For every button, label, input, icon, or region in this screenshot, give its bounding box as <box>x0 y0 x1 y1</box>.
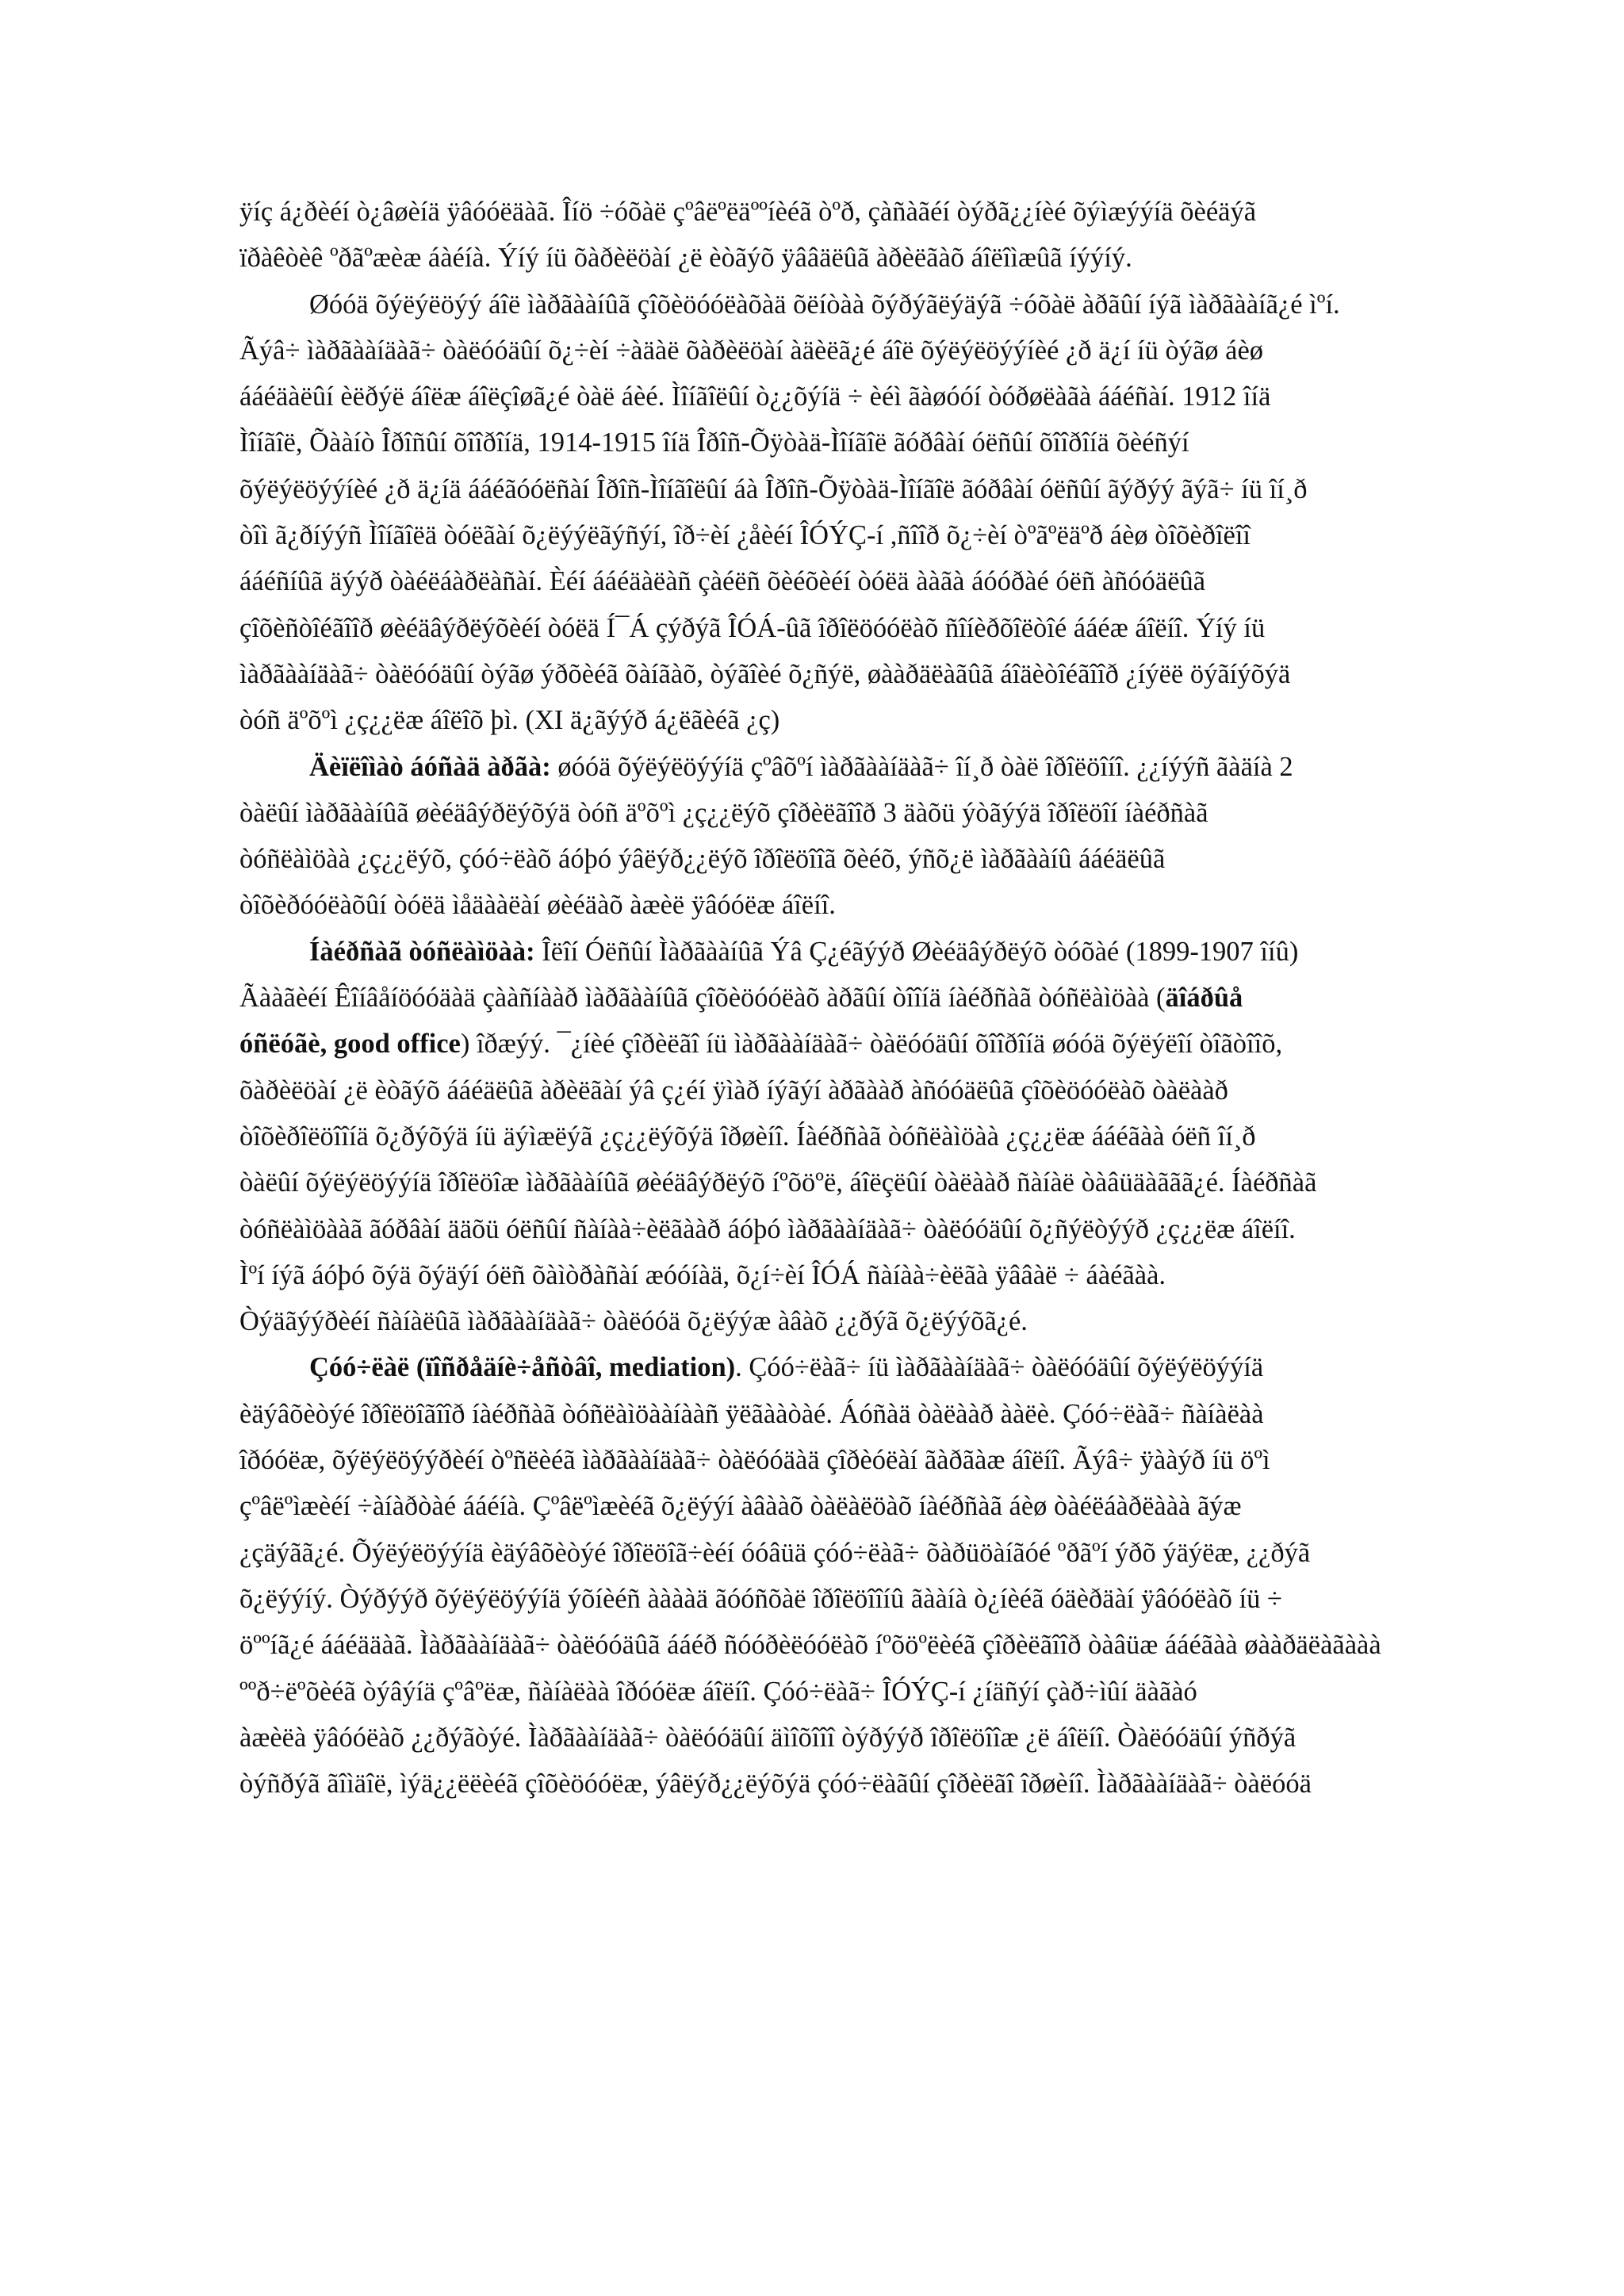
paragraph-5-heading: Çóó÷ëàë (ïîñðåäíè÷åñòâî, mediation) <box>309 1352 736 1383</box>
paragraph-3-text: øóóä õýëýëöýýíä çºâõºí ìàðãààíäàã÷ îí¸ð òàë îðîëöîíî. ¿¿íýýñ ãàäíà 2 òàëûí ìàðãààíûã øèéäâýðëýõýä òóñ äºõºì ¿ç¿¿ëýõ çîðèëãîîð 3 äàõü ýòãýýä îðîëöîí íàéðñàã òóñëàìöàà ¿ç¿¿ëýõ, çóó÷ëàõ áóþó ýâëýð¿¿ëýõ îðîëöîîã õèéõ, ýñõ¿ë ìàðãààíû ááéäëûã òîõèðóóëàõûí òóëä ìåäààëàí øèéäàõ àæèë ÿâóóëæ áîëíî. <box>239 751 1293 921</box>
paragraph-4-text-b: ) îðæýý. ¯¿íèé çîðèëãî íü ìàðãààíäàã÷ òàëóóäûí õîîðîíä øóóä õýëýëîí òîãòîîõ, õàðèëöàí ¿ë èòãýõ ááéäëûã àðèëãàí ýâ ç¿éí ÿìàð íýãýí àðãààð àñóóäëûã çîõèöóóëàõ òàëààð òîõèðîëöîîíä õ¿ðýõýä íü äýìæëýã ¿ç¿¿ëýõýä îðøèíî. Íàéðñàã òóñëàìöàà ¿ç¿¿ëæ ááéãàà óëñ îí¸ð òàëûí õýëýëöýýíä îðîëöîæ ìàðãààíûã øèéäâýðëýõ íºõöºë, áîëçëûí òàëààð ñàíàë òàâüäàããã¿é. Íàéðñàã òóñëàìöààã ãóðâàí ääõü óëñûí ñàíàà÷èëãààð áóþó ìàðãààíäàã÷ òàëóóäûí õ¿ñýëòýýð ¿ç¿¿ëæ áîëíî. Ìºí íýã áóþó õýä õýäýí óëñ õàìòðàñàí æóóíàä, õ¿í÷èí ÎÓÁ ñàíàà÷èëãà ÿââàë ÷ áàéãàà. Òýäãýýðèéí ñàíàëûã ìàðãààíäàã÷ òàëóóä õ¿ëýýæ àâàõ ¿¿ðýã õ¿ëýýõã¿é. <box>239 1029 1317 1337</box>
paragraph-2 <box>239 282 1451 744</box>
paragraph-2-text: Øóóä õýëýëöýý áîë ìàðãààíûã çîõèöóóëàõàä õëíòàà õýðýãëýäýã ÷óõàë àðãûí íýã ìàðãààíã¿é ìºí. Ãýâ÷ ìàðãààíäàã÷ òàëóóäûí õ¿÷èí ÷àäàë õàðèëöàí àäèëã¿é áîë õýëýëöýýíèé ¿ð ä¿í íü òýãø áèø ááéäàëûí èëðýë áîëæ áîëçîøã¿é òàë áèé. Ìîíãîëûí ò¿¿õýíä ÷ èéì ãàøóóí òóðøëàãà ááéñàí. 1912 îíä Ìîíãîë, Õààíò Îðîñûí õîîðîíä, 1914-1915 îíä Îðîñ-Õÿòàä-Ìîíãîë ãóðâàí óëñûí õîîðîíä õèéñýí õýëýëöýýíèé ¿ð ä¿íä ááéãóóëñàí Îðîñ-Ìîíãîëûí áà Îðîñ-Õÿòàä-Ìîíãîë ãóðâàí óëñûí ãýðýý ãýã÷ íü îí¸ð òîì ã¿ðíýýñ Ìîíãîëä òóëãàí õ¿ëýýëãýñýí, îð÷èí ¿åèéí ÎÓÝÇ-í ,ñîîð õ¿÷èí òºãºëäºð áèø òîõèðîëîî ááéñíûã äýýð òàéëáàðëàñàí. Èéí ááéäàëàñ çàéëñ õèéõèéí òóëä ààãà áóóðàé óëñ àñóóäëûã çîõèñòîéãîîð øèéäâýðëýõèéí òóëä Í¯Á çýðýã ÎÓÁ-ûã îðîëöóóëàõ ñîíèðõîëòîé ááéæ áîëíî. Ýíý íü ìàðãààíäàã÷ òàëóóäûí òýãø ýðõèéã õàíãàõ, òýãîèé õ¿ñýë, øààðäëàãûã áîäèòîéãîîð ¿íýëë öýãíýõýä òóñ äºõºì ¿ç¿¿ëæ áîëîõ þì. (XI ä¿ãýýð á¿ëãèéã ¿ç) <box>239 289 1340 736</box>
paragraph-4-text-a: Îëîí Óëñûí Ìàðãààíûã Ýâ Ç¿éãýýð Øèéäâýðëýõ òóõàé (1899-1907 îíû) Ãààãèéí Êîíâåíöóóäàä çààñíààð ìàðãààíûã çîõèöóóëàõ àðãûí òîîíä íàéðñàã òóñëàìöàà ( <box>239 936 1299 1014</box>
paragraph-4 <box>239 929 1451 1345</box>
paragraph-4-bold-term: äîáðûå óñëóãè, good office <box>239 983 1243 1060</box>
paragraph-4-heading: Íàéðñàã òóñëàìöàà: <box>309 936 535 967</box>
paragraph-1 <box>239 189 1451 282</box>
paragraph-3 <box>239 744 1451 929</box>
document-page <box>239 189 1451 1807</box>
paragraph-3-heading: Äèïëîìàò áóñàä àðãà: <box>309 751 551 782</box>
paragraph-5-text: . Çóó÷ëàã÷ íü ìàðãààíäàã÷ òàëóóäûí õýëýëöýýíä èäýâõèòýé îðîëöîãîîð íàéðñàã òóñëàìöààíààñ ÿëãààòàé. Áóñàä òàëààð ààëè. Çóó÷ëàã÷ ñàíàëàà îðóóëæ, õýëýëöýýðèéí òºñëèéã ìàðãààíäàã÷ òàëóóäàä çîðèóëàí ãàðãàæ áîëíî. Ãýâ÷ ÿààýð íü öºì çºâëºìæèéí ÷àíàðòàé ááéíà. Çºâëºìæèéã õ¿ëýýí àâààõ òàëàëöàõ íàéðñàã áèø òàéëáàðëààà ãýæ ¿çäýãã¿é. Õýëýëöýýíä èäýâõèòýé îðîëöîã÷èéí óóâüä çóó÷ëàã÷ õàðüöàíãóé ºðãºí ýðõ ýäýëæ, ¿¿ðýã õ¿ëýýíý. Òýðýýð õýëýëöýýíä ýõíèéñ ààààä ãóóñõàë îðîëöîîíû ãààíà ò¿íèéã óäèðäàí ÿâóóëàõ íü ÷ öººíã¿é ááéääàã. Ìàðãààíäàã÷ òàëóóäûã ááéð ñóóðèëóóëàõ íºõöºëèéã çîðèëãîîð òàâüæ ááéãàà øààðäëàãààà ººð÷ëºõèéã òýâýíä çºâºëæ, ñàíàëàà îðóóëæ áîëíî. Çóó÷ëàã÷ ÎÓÝÇ-í ¿íäñýí çàð÷ìûí äàãàó àæèëà ÿâóóëàõ ¿¿ðýãòýé. Ìàðãààíäàã÷ òàëóóäûí äìîõîîî òýðýýð îðîëöîîæ ¿ë áîëíî. Òàëóóäûí ýñðýã òýñðýã ãîìäîë, ìýä¿¿ëëèéã çîõèöóóëæ, ýâëýð¿¿ëýõýä çóó÷ëàãûí çîðèëãî îðøèíî. Ìàðãààíäàã÷ òàëóóä <box>239 1352 1381 1800</box>
paragraph-5 <box>239 1344 1451 1807</box>
paragraph-1-text: ÿíç á¿ðèéí ò¿âøèíä ÿâóóëäàã. Îíö ÷óõàë çºâëºëäººíèéã òºð, çàñàãéí òýðã¿¿íèé õýìæýýíä õèéäýã ïðàêòèê ºðãºæèæ áàéíà. Ýíý íü õàðèëöàí ¿ë èòãýõ ÿââäëûã àðèëãàõ áîëîìæûã íýýíý. <box>239 197 1257 274</box>
